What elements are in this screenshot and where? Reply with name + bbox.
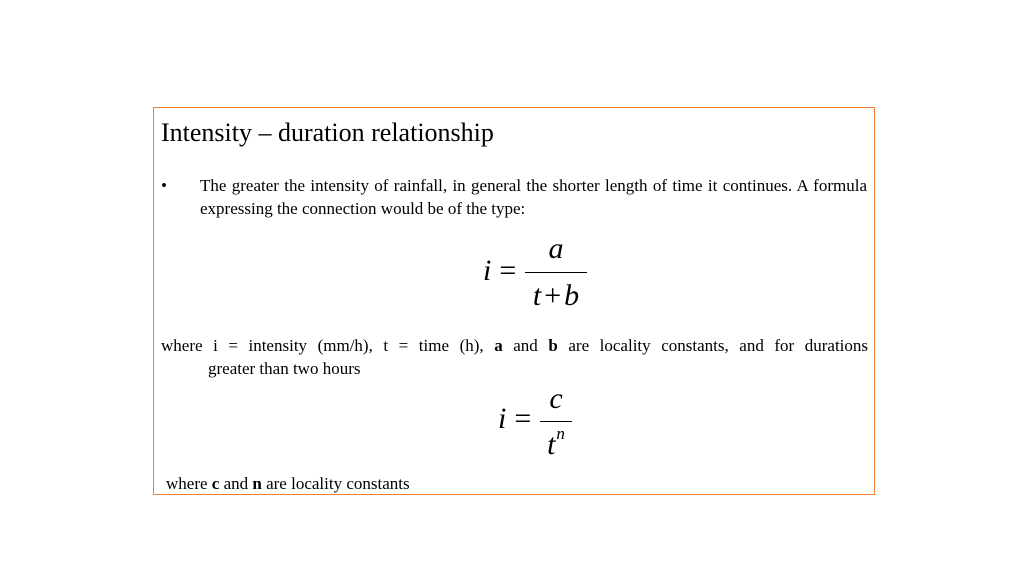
constant-a: a <box>494 336 503 355</box>
content-frame <box>153 107 875 495</box>
slide-title: Intensity – duration relationship <box>161 118 494 147</box>
formula-intensity-power <box>498 384 578 460</box>
formula2-denominator <box>538 424 574 464</box>
formula-intensity-duration <box>483 234 593 314</box>
bullet-text: The greater the intensity of rainfall, in general the shorter length of time it continues. A formula expressing the connection would be of the type: <box>200 176 867 218</box>
bullet-icon: • <box>161 176 167 195</box>
formula2-variable-i: i <box>498 402 507 435</box>
formula2-lhs <box>498 404 531 434</box>
formula2-exponent-n: n <box>556 424 565 443</box>
constant-c: c <box>211 474 220 493</box>
fraction-bar <box>525 272 587 273</box>
formula-lhs <box>483 256 516 286</box>
bullet-item <box>161 174 867 220</box>
fraction-bar-2 <box>540 421 572 422</box>
formula-variable-t: t <box>532 279 542 312</box>
formula2-numerator: c <box>549 382 563 415</box>
formula-denominator <box>523 281 589 311</box>
formula2-variable-t: t <box>547 428 556 461</box>
formula-equals: = <box>499 254 517 287</box>
formula2-equals: = <box>514 402 532 435</box>
formula-numerator: a <box>548 232 564 265</box>
where-explanation-1 <box>161 334 868 380</box>
formula-variable-i: i <box>483 254 492 287</box>
constant-n: n <box>252 474 262 493</box>
where-explanation-2: where c and n are locality constants <box>166 474 410 493</box>
where1-line1: where i = intensity (mm/h), t = time (h), a and b are locality constants, and for durations <box>161 336 869 355</box>
formula-variable-b: b <box>564 279 580 312</box>
formula-plus: + <box>544 279 562 312</box>
constant-b: b <box>548 336 558 355</box>
where1-line2: greater than two hours <box>208 359 361 378</box>
